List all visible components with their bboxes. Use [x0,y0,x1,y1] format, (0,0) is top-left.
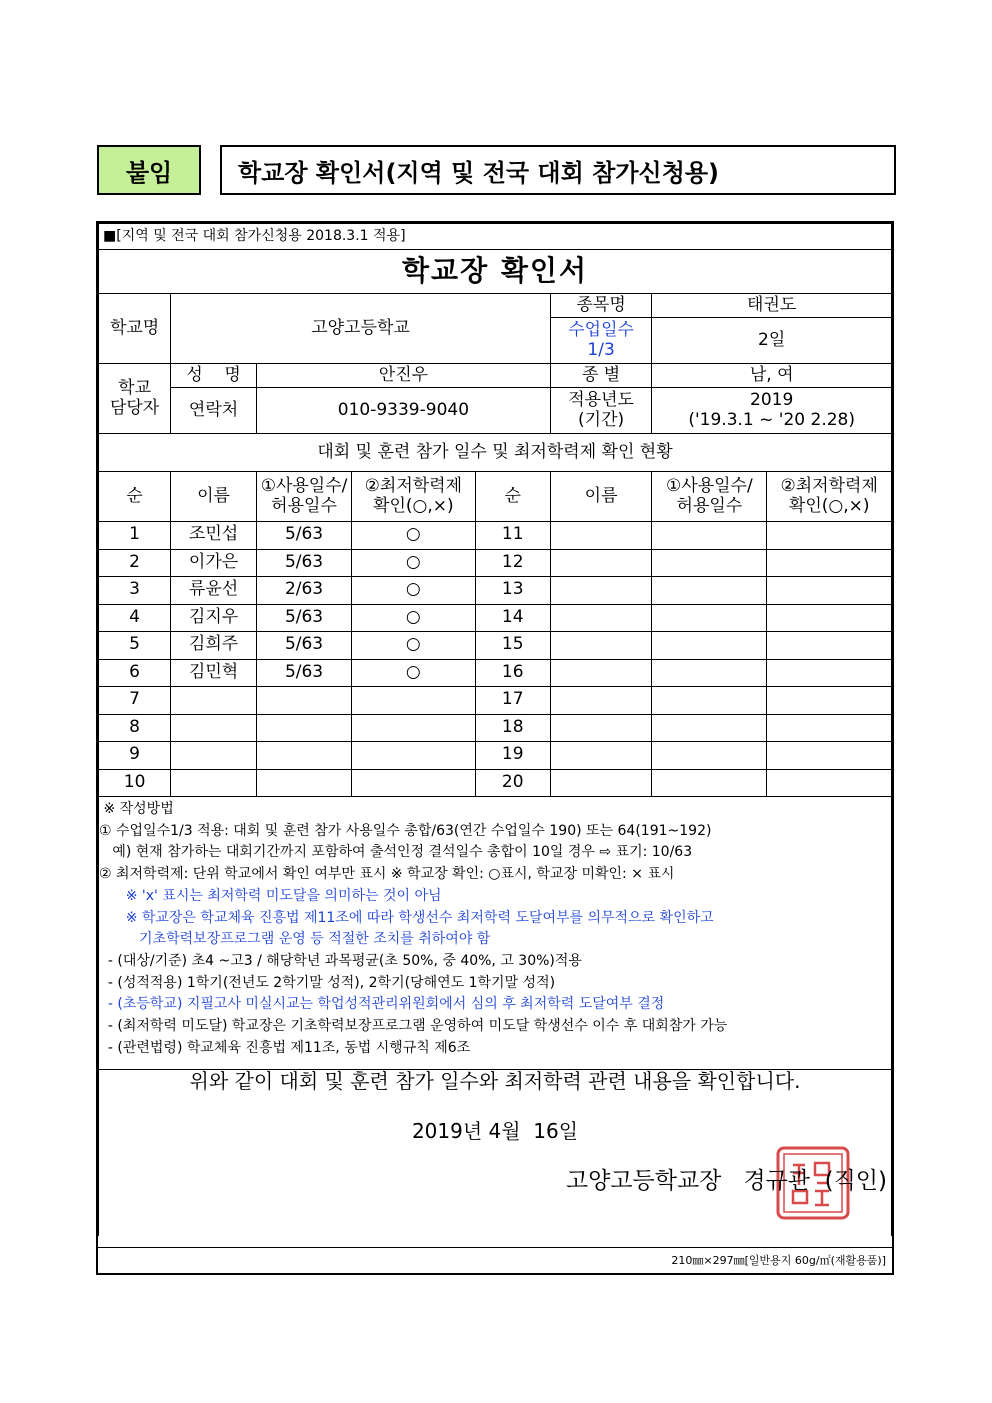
name-cell [550,549,651,577]
school-value: 고양고등학교 [171,294,551,364]
table-row [99,632,892,660]
no-cell: 15 [475,632,550,660]
no-cell: 13 [475,577,550,605]
days-cell [256,714,351,742]
days-cell [256,742,351,770]
table-row [99,659,892,687]
note-line: 예) 현재 참가하는 대회기간까지 포함하여 출석인정 결석일수 총합이 10일 경우 ⇨ 표기: 10/63 [99,844,693,861]
name-value: 안진우 [256,364,550,388]
student-grid [99,522,892,797]
no-cell: 1 [99,522,171,550]
year-value: 2019 ('19.3.1 ~ '20 2.28) [652,388,892,434]
check-cell: ○ [352,632,475,660]
days-cell: 5/63 [256,522,351,550]
header-name: 이름 [550,472,651,522]
note-line: - (최저학력 미도달) 학교장은 기초학력보장프로그램 운영하여 미도달 학생선수 이수 후 대회참가 가능 [99,1018,728,1035]
header-no: 순 [99,472,171,522]
name-cell [550,742,651,770]
check-cell [767,604,892,632]
note-line: ② 최저학력제: 단위 학교에서 확인 여부만 표시 ※ 학교장 확인: ○표시, 학교장 미확인: × 표시 [99,866,675,883]
no-cell: 4 [99,604,171,632]
check-cell [767,769,892,797]
form-frame [96,221,894,1275]
check-cell [352,769,475,797]
sport-label: 종목명 [550,294,651,318]
table-row [99,742,892,770]
note-line: - (초등학교) 지필고사 미실시교는 학업성적관리위원회에서 심의 후 최저학력 도달여부 결정 [99,996,665,1013]
name-cell [550,659,651,687]
days-cell [652,769,767,797]
year-label: 적용년도 (기간) [550,388,651,434]
principal-signature: 고양고등학교장 경규관 (직인) [565,1168,887,1194]
form-table [98,223,892,1236]
header-days: ①사용일수/ 허용일수 [256,472,351,522]
days-cell [652,549,767,577]
name-cell [171,769,257,797]
name-cell [550,632,651,660]
check-cell [767,687,892,715]
name-cell: 김희주 [171,632,257,660]
days-cell [652,522,767,550]
no-cell: 2 [99,549,171,577]
header-name: 이름 [171,472,257,522]
check-cell [352,742,475,770]
check-cell [767,522,892,550]
gender-label: 종 별 [550,364,651,388]
days-cell: 2/63 [256,577,351,605]
attachment-tag: 붙임 [97,145,201,195]
name-cell: 이가은 [171,549,257,577]
check-cell [767,659,892,687]
check-cell: ○ [352,577,475,605]
phone-value: 010-9339-9040 [256,388,550,434]
table-row [99,549,892,577]
no-cell: 20 [475,769,550,797]
confirm-text: 위와 같이 대회 및 훈련 참가 일수와 최저학력 관련 내용을 확인합니다. [189,1069,801,1093]
no-cell: 8 [99,714,171,742]
note-line: ※ 작성방법 [99,801,174,817]
check-cell [352,687,475,715]
days-cell [652,577,767,605]
name-cell [171,687,257,715]
name-cell [550,577,651,605]
check-cell: ○ [352,549,475,577]
paper-spec-footer: 210㎜×297㎜[일반용지 60g/㎡(재활용품)] [98,1247,892,1273]
check-cell: ○ [352,659,475,687]
note-line: ① 수업일수1/3 적용: 대회 및 훈련 참가 사용일수 총합/63(연간 수업일수 190) 또는 64(191~192) [99,822,712,839]
days-cell [256,687,351,715]
note-line: ※ 'x' 표시는 최저학력 미도달을 의미하는 것이 아님 [99,887,442,904]
header-check: ②최저학력제 확인(○,×) [352,472,475,522]
no-cell: 19 [475,742,550,770]
name-cell [550,522,651,550]
check-cell [767,742,892,770]
header-check: ②최저학력제 확인(○,×) [767,472,892,522]
days-cell [652,632,767,660]
notes-list [99,799,891,1059]
no-cell: 16 [475,659,550,687]
days-cell: 5/63 [256,632,351,660]
check-cell [767,577,892,605]
name-cell: 김지우 [171,604,257,632]
confirm-date: 2019년 4월 16일 [411,1119,579,1143]
no-cell: 7 [99,687,171,715]
note-line: - (대상/기준) 초4 ~고3 / 해당학년 과목평균(초 50%, 중 40%, 고 30%)적용 [99,952,582,969]
days-cell [652,687,767,715]
days-cell: 5/63 [256,659,351,687]
writing-guide [99,797,892,1070]
note-line: - (관련법령) 학교체육 진흥법 제11조, 동법 시행규칙 제6조 [99,1039,471,1056]
table-row [99,577,892,605]
form-note: ■[지역 및 전국 대회 참가신청용 2018.3.1 적용] [99,224,892,250]
no-cell: 9 [99,742,171,770]
name-cell [550,714,651,742]
days-cell [652,659,767,687]
name-cell [550,604,651,632]
no-cell: 11 [475,522,550,550]
confirmation-block [99,1070,892,1236]
name-label: 성 명 [171,364,257,388]
status-title: 대회 및 훈련 참가 일수 및 최저학력제 확인 현황 [99,434,892,472]
days-cell [652,742,767,770]
class-days-value: 2일 [652,318,892,364]
document-title: 학교장 확인서(지역 및 전국 대회 참가신청용) [220,145,896,195]
school-label: 학교명 [99,294,171,364]
contact-label: 학교 담당자 [99,364,171,434]
check-cell [767,714,892,742]
no-cell: 6 [99,659,171,687]
check-cell: ○ [352,604,475,632]
days-cell [652,604,767,632]
sport-value: 태권도 [652,294,892,318]
note-line: 기초학력보장프로그램 운영 등 적절한 조치를 취하여야 함 [99,931,491,948]
name-cell: 김민혁 [171,659,257,687]
no-cell: 3 [99,577,171,605]
header-days: ①사용일수/ 허용일수 [652,472,767,522]
days-cell [652,714,767,742]
days-cell: 5/63 [256,604,351,632]
days-cell: 5/63 [256,549,351,577]
name-cell [171,742,257,770]
check-cell: ○ [352,522,475,550]
no-cell: 10 [99,769,171,797]
check-cell [352,714,475,742]
header-no: 순 [475,472,550,522]
gender-value: 남, 여 [652,364,892,388]
note-line: ※ 학교장은 학교체육 진흥법 제11조에 따라 학생선수 최저학력 도달여부를 의무적으로 확인하고 [99,909,714,926]
form-title: 학교장 확인서 [99,250,892,294]
name-cell [550,687,651,715]
class-days-label: 수업일수 1/3 [550,318,651,364]
name-cell: 조민섭 [171,522,257,550]
name-cell [550,769,651,797]
check-cell [767,632,892,660]
name-cell [171,714,257,742]
table-row [99,769,892,797]
table-row [99,604,892,632]
no-cell: 18 [475,714,550,742]
note-line: - (성적적용) 1학기(전년도 2학기말 성적), 2학기(당해연도 1학기말 성적) [99,974,556,991]
name-cell: 류윤선 [171,577,257,605]
no-cell: 12 [475,549,550,577]
no-cell: 5 [99,632,171,660]
no-cell: 17 [475,687,550,715]
check-cell [767,549,892,577]
table-row [99,714,892,742]
table-row [99,687,892,715]
no-cell: 14 [475,604,550,632]
table-row [99,522,892,550]
phone-label: 연락처 [171,388,257,434]
days-cell [256,769,351,797]
